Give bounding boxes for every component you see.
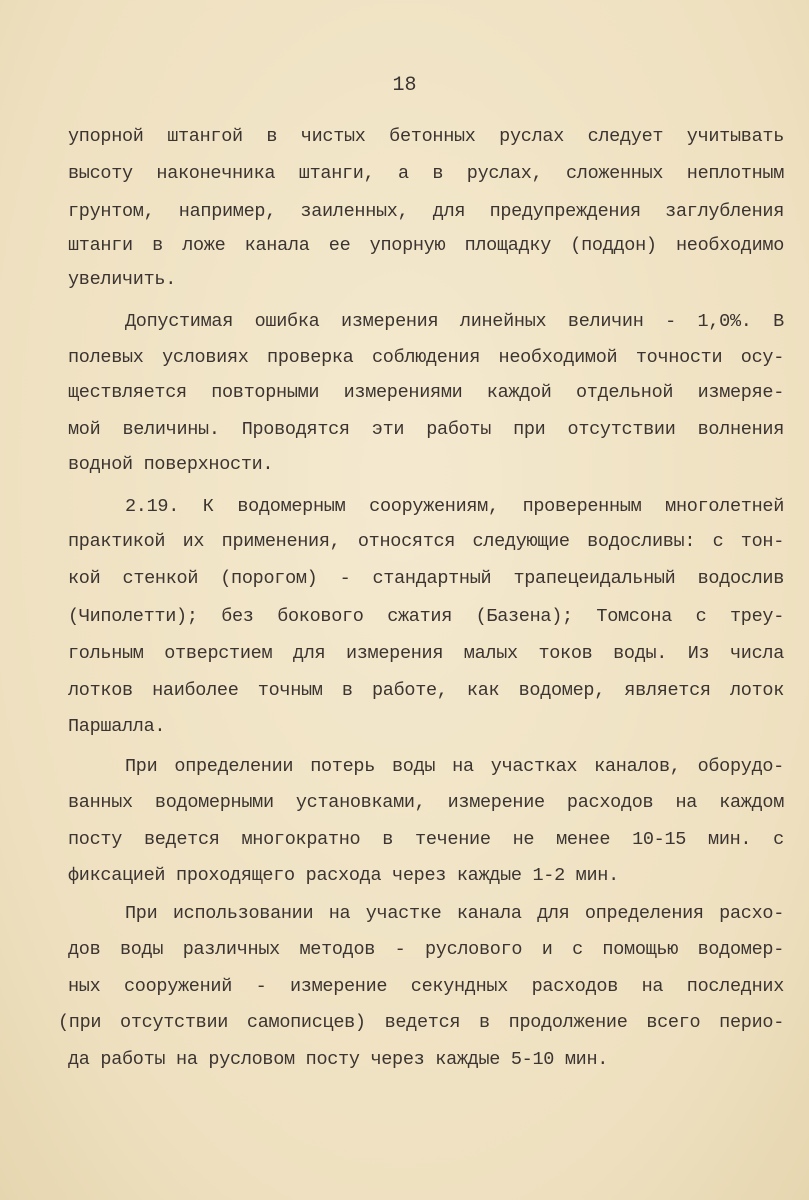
text-line: (Чиполетти); без бокового сжатия (Базена); Томсона с треу- [68, 606, 784, 627]
text-line: дов воды различных методов - руслового и с помощью водомер- [68, 939, 784, 960]
text-line: Допустимая ошибка измерения линейных величин - 1,0%. В [125, 311, 784, 332]
text-line: посту ведется многократно в течение не менее 10-15 мин. с [68, 829, 784, 850]
text-line: (при отсутствии самописцев) ведется в продолжение всего перио- [58, 1012, 784, 1033]
text-line: При использовании на участке канала для определения расхо- [125, 903, 784, 924]
text-line: штанги в ложе канала ее упорную площадку (поддон) необходимо [68, 235, 784, 256]
text-line: Паршалла. [68, 716, 166, 737]
text-line: увеличить. [68, 269, 177, 290]
text-line: да работы на русловом посту через каждые 5-10 мин. [68, 1049, 609, 1070]
text-line: водной поверхности. [68, 454, 274, 475]
text-line: мой величины. Проводятся эти работы при отсутствии волнения [68, 419, 784, 440]
text-line: практикой их применения, относятся следующие водосливы: с тон- [68, 531, 784, 552]
text-line: фиксацией проходящего расхода через каждые 1-2 мин. [68, 865, 619, 886]
text-line: грунтом, например, заиленных, для предупреждения заглубления [68, 201, 784, 222]
text-line: гольным отверстием для измерения малых токов воды. Из числа [68, 643, 784, 664]
text-line: ных сооружений - измерение секундных расходов на последних [68, 976, 784, 997]
page-number: 18 [392, 74, 417, 97]
text-line: ществляется повторными измерениями каждой отдельной измеряе- [68, 382, 784, 403]
text-line: кой стенкой (порогом) - стандартный трапецеидальный водослив [68, 568, 784, 589]
text-line: ванных водомерными установками, измерение расходов на каждом [68, 792, 784, 813]
text-line: 2.19. К водомерным сооружениям, проверенным многолетней [125, 496, 784, 517]
text-line: При определении потерь воды на участках каналов, оборудо- [125, 756, 784, 777]
text-line: лотков наиболее точным в работе, как водомер, является лоток [68, 680, 784, 701]
text-line: высоту наконечника штанги, а в руслах, сложенных неплотным [68, 163, 784, 184]
text-line: полевых условиях проверка соблюдения необходимой точности осу- [68, 347, 784, 368]
text-line: упорной штангой в чистых бетонных руслах следует учитывать [68, 126, 784, 147]
